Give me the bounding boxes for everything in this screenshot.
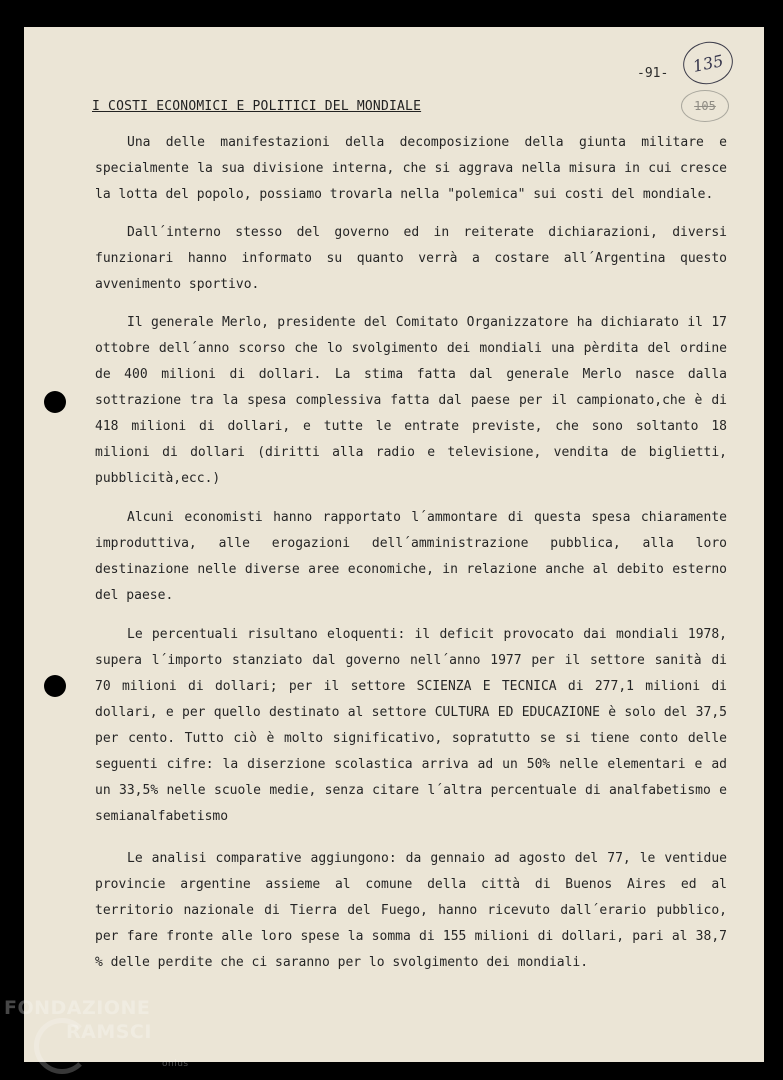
handwritten-folio-number: 135 bbox=[679, 37, 737, 88]
punch-hole-top bbox=[44, 391, 66, 413]
paragraph-6: Le analisi comparative aggiungono: da gennaio ad agosto del 77, le ventidue provincie argentine assieme al comune della città di Buenos Aires ed al territorio nazionale di Tierra del Fuego, hanno ricevuto dall´erario pubblico, per fare fronte alle loro spese la somma di 155 milioni di dollari, pari al 38,7 % delle perdite che ci saranno per lo svolgimento dei mondiali. bbox=[95, 851, 727, 970]
punch-hole-bottom bbox=[44, 675, 66, 697]
document-title: I COSTI ECONOMICI E POLITICI DEL MONDIALE bbox=[92, 99, 422, 114]
watermark-line-1: FONDAZIONE bbox=[4, 997, 151, 1019]
watermark-suffix: onlus bbox=[162, 1059, 189, 1069]
watermark-line-2: RAMSCI bbox=[66, 1021, 152, 1043]
watermark bbox=[4, 996, 189, 1069]
paragraph-3: Il generale Merlo, presidente del Comitato Organizzatore ha dichiarato il 17 ottobre dell´anno scorso che lo svolgimento dei mondiali una pèrdita del ordine de 400 milioni di dollari. La stima fatta dal generale Merlo nasce dalla sottrazione tra la spesa complessiva fatta dal paese per il campionato,che è di 418 milioni di dollari, e tutte le entrate previste, che sono soltanto 18 milioni di dollari (diritti alla radio e televisione, vendita de biglietti, pubblicità,ecc.) bbox=[95, 315, 727, 486]
paragraph-4: Alcuni economisti hanno rapportato l´ammontare di questa spesa chiaramente improduttiva, alle erogazioni dell´amministrazione pubblica, alla loro destinazione nelle diverse aree economiche, in relazione anche al debito esterno del paese. bbox=[95, 510, 727, 603]
crossed-out-folio-number: 105 bbox=[681, 90, 729, 122]
page-number: -91- bbox=[637, 66, 669, 81]
paragraph-2: Dall´interno stesso del governo ed in reiterate dichiarazioni, diversi funzionari hanno informato su quanto verrà a costare all´Argentina questo avvenimento sportivo. bbox=[95, 225, 727, 292]
paragraph-5: Le percentuali risultano eloquenti: il deficit provocato dai mondiali 1978, supera l´importo stanziato dal governo nell´anno 1977 per il settore sanità di 70 milioni di dollari; per il settore SCIENZA E TECNICA di 277,1 milioni di dollari, e per quello destinato al settore CULTURA ED EDUCAZIONE è solo del 37,5 per cento. Tutto ciò è molto significativo, sopratutto se si tiene conto delle seguenti cifre: la diserzione scolastica arriva ad un 50% nelle elementari e ad un 33,5% nelle scuole medie, senza citare l´altra percentuale di analfabetismo e semianalfabetismo bbox=[95, 627, 727, 824]
paragraph-1: Una delle manifestazioni della decomposizione della giunta militare e specialmente la sua divisione interna, che si aggrava nella misura in cui cresce la lotta del popolo, possiamo trovarla nella "polemica" sui costi del mondiale. bbox=[95, 135, 727, 202]
